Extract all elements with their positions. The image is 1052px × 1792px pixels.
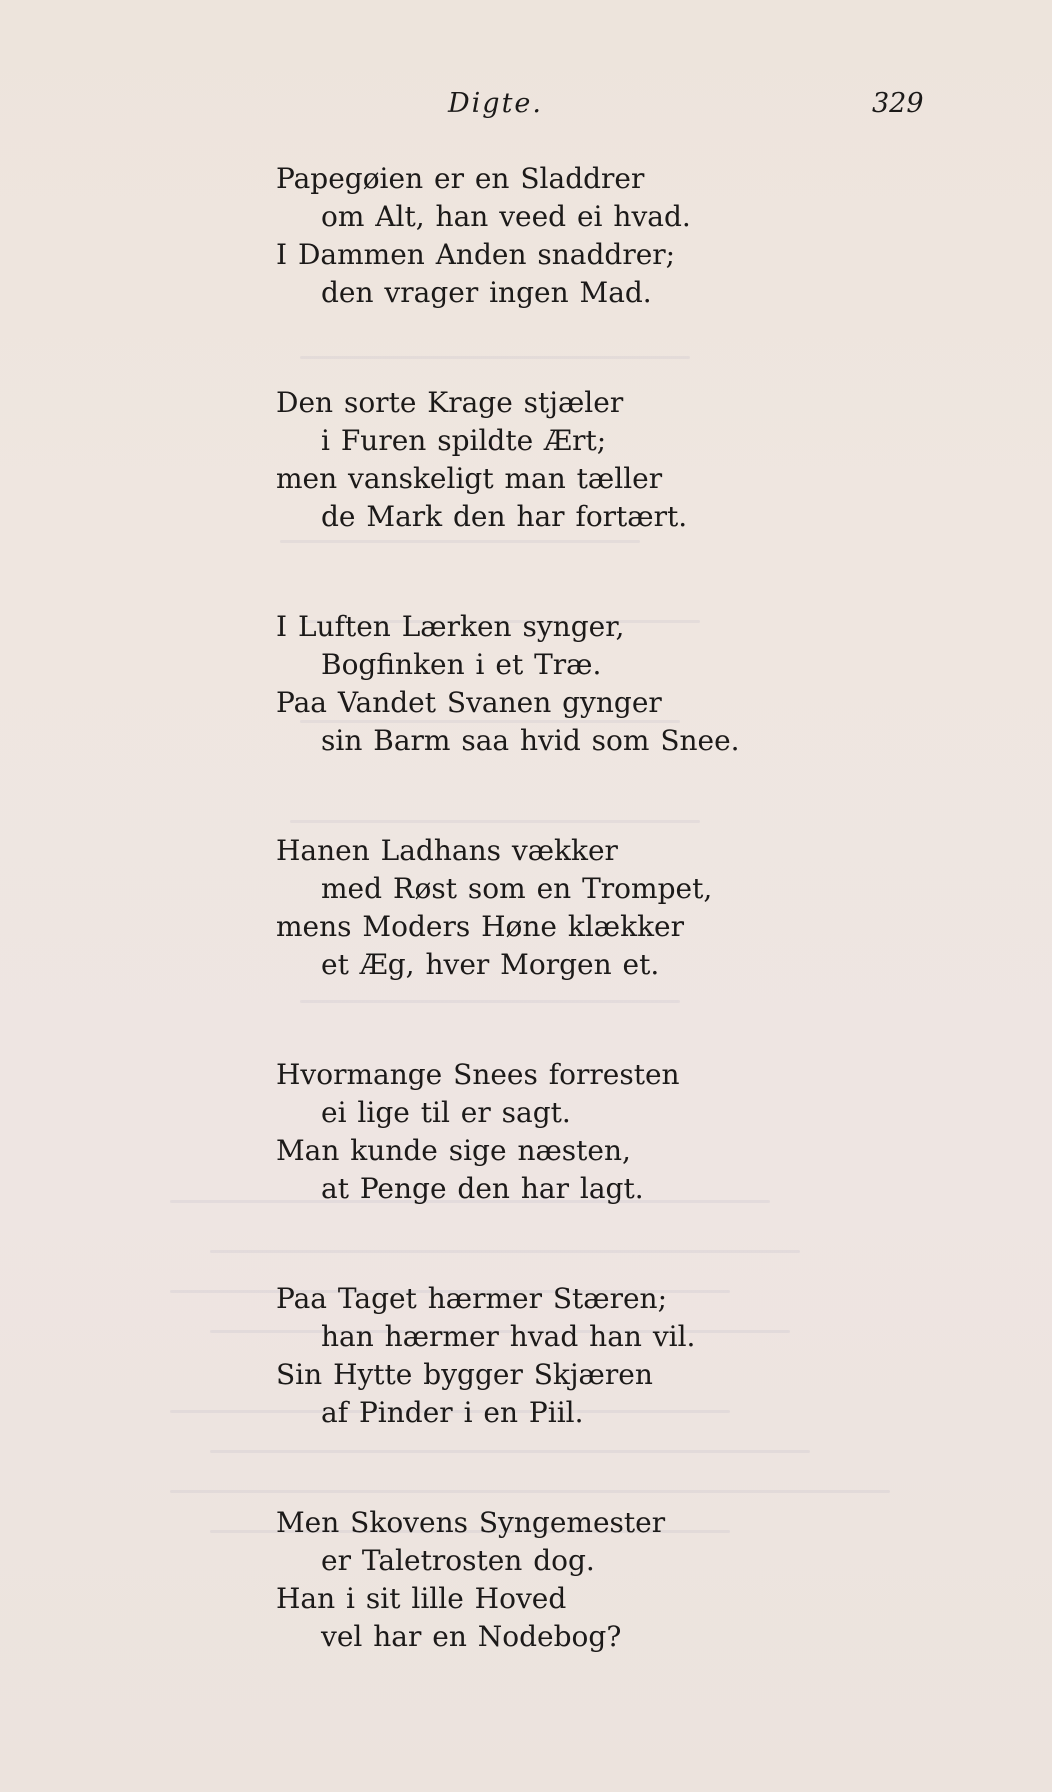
verse-line: Paa Taget hærmer Stæren; bbox=[276, 1282, 668, 1315]
verse-line: vel har en Nodebog? bbox=[321, 1620, 622, 1653]
page-number: 329 bbox=[872, 88, 924, 119]
verse-line: i Furen spildte Ært; bbox=[321, 424, 607, 457]
verse-line: mens Moders Høne klækker bbox=[276, 910, 685, 943]
verse-line: I Luften Lærken synger, bbox=[276, 610, 625, 643]
verse-line: men vanskeligt man tæller bbox=[276, 462, 663, 495]
verse-line: han hærmer hvad han vil. bbox=[321, 1320, 696, 1353]
stanza-5 bbox=[276, 1056, 976, 1208]
verse-line: Hanen Ladhans vækker bbox=[276, 834, 618, 867]
verse-line: med Røst som en Trompet, bbox=[321, 872, 713, 905]
verse-line: af Pinder i en Piil. bbox=[321, 1396, 584, 1429]
stanza-1 bbox=[276, 160, 976, 312]
stanza-2 bbox=[276, 384, 976, 536]
verse-line: I Dammen Anden snaddrer; bbox=[276, 238, 676, 271]
verse-line: Hvormange Snees forresten bbox=[276, 1058, 680, 1091]
verse-line: Papegøien er en Sladdrer bbox=[276, 162, 645, 195]
verse-line: om Alt, han veed ei hvad. bbox=[321, 200, 691, 233]
verse-line: de Mark den har fortært. bbox=[321, 500, 688, 533]
verse-line: Sin Hytte bygger Skjæren bbox=[276, 1358, 653, 1391]
verse-line: den vrager ingen Mad. bbox=[321, 276, 652, 309]
verse-line: Paa Vandet Svanen gynger bbox=[276, 686, 662, 719]
page-header bbox=[0, 88, 1052, 128]
verse-line: Men Skovens Syngemester bbox=[276, 1506, 666, 1539]
stanza-3 bbox=[276, 608, 976, 760]
verse-line: sin Barm saa hvid som Snee. bbox=[321, 724, 740, 757]
verse-line: er Taletrosten dog. bbox=[321, 1544, 595, 1577]
verse-line: at Penge den har lagt. bbox=[321, 1172, 644, 1205]
stanza-4 bbox=[276, 832, 976, 984]
running-title: Digte. bbox=[448, 88, 543, 119]
verse-line: Bogfinken i et Træ. bbox=[321, 648, 602, 681]
verse-line: Man kunde sige næsten, bbox=[276, 1134, 631, 1167]
verse-line: ei lige til er sagt. bbox=[321, 1096, 571, 1129]
stanza-6 bbox=[276, 1280, 976, 1432]
verse-line: Den sorte Krage stjæler bbox=[276, 386, 624, 419]
stanza-7 bbox=[276, 1504, 976, 1656]
verse-line: Han i sit lille Hoved bbox=[276, 1582, 567, 1615]
poem bbox=[276, 160, 976, 1728]
verse-line: et Æg, hver Morgen et. bbox=[321, 948, 660, 981]
